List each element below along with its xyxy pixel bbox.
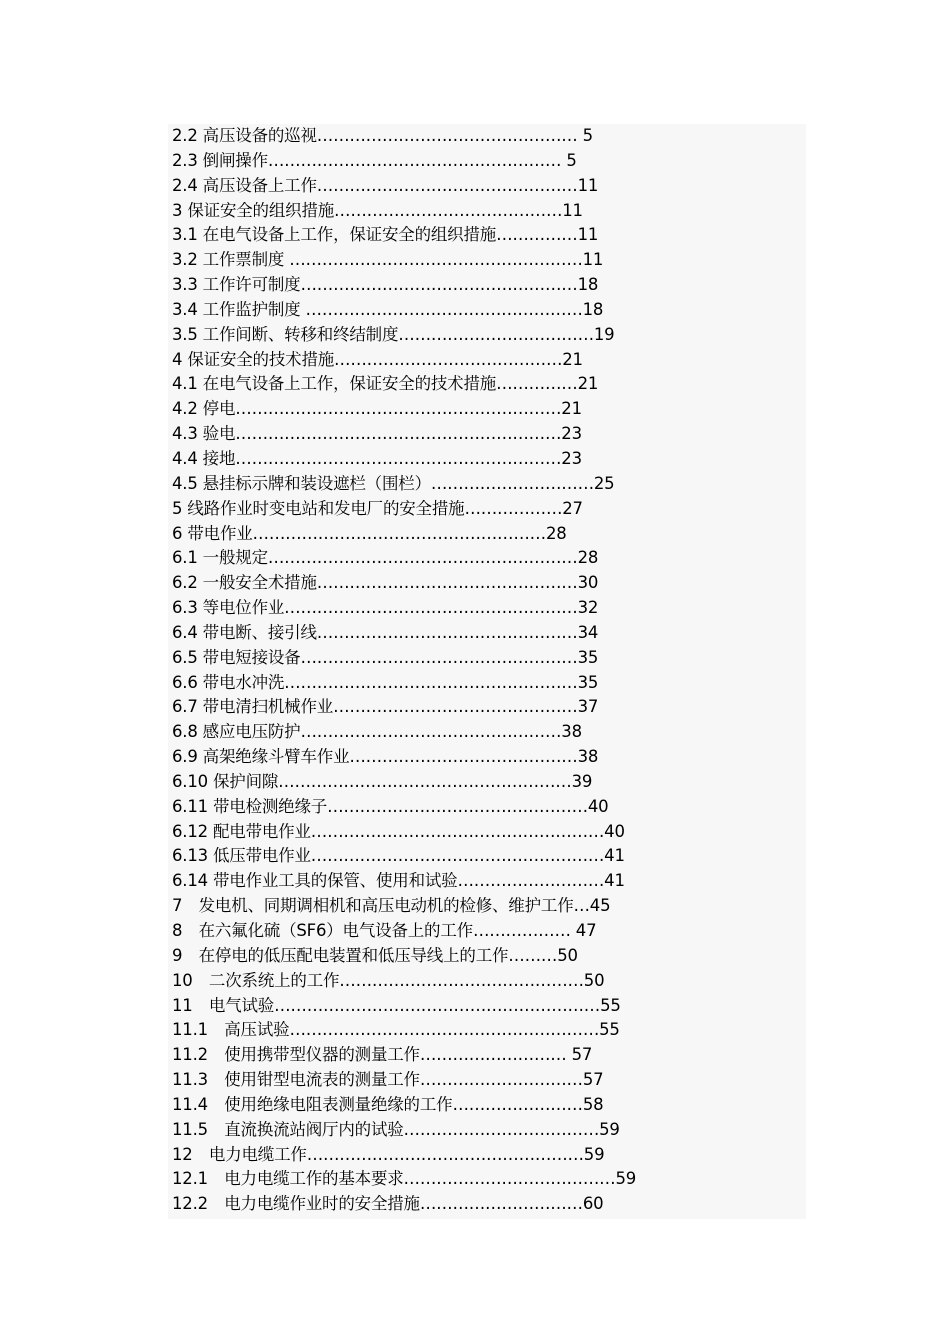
toc-entry[interactable]: 12.2 电力电缆作业时的安全措施…………………………60 — [172, 1194, 604, 1214]
toc-entry[interactable]: 4.4 接地……………………………………………………23 — [172, 448, 582, 468]
toc-entry[interactable]: 6.6 带电水冲洗………………………………………………35 — [172, 672, 599, 692]
toc-entry[interactable]: 11.5 直流换流站阀厅内的试验………………………………59 — [172, 1119, 620, 1139]
toc-entry[interactable]: 4.2 停电……………………………………………………21 — [172, 399, 582, 419]
toc-entry[interactable]: 3.4 工作监护制度 ……………………………………………18 — [172, 299, 604, 319]
toc-entry[interactable]: 3.5 工作间断、转移和终结制度………………………………19 — [172, 324, 615, 344]
table-of-contents — [172, 124, 792, 1217]
toc-entry[interactable]: 3.2 工作票制度 ………………………………………………11 — [172, 250, 604, 270]
toc-entry[interactable]: 6.2 一般安全术措施…………………………………………30 — [172, 573, 599, 593]
toc-entry[interactable]: 11 电气试验……………………………………………………55 — [172, 995, 621, 1015]
toc-entry[interactable]: 2.4 高压设备上工作…………………………………………11 — [172, 175, 599, 195]
toc-entry[interactable]: 6.7 带电清扫机械作业………………………………………37 — [172, 697, 599, 717]
toc-entry[interactable]: 4.3 验电……………………………………………………23 — [172, 424, 582, 444]
toc-entry[interactable]: 3.1 在电气设备上工作，保证安全的组织措施……………11 — [172, 225, 599, 245]
toc-entry[interactable]: 6.14 带电作业工具的保管、使用和试验………………………41 — [172, 871, 625, 891]
toc-entry[interactable]: 6.8 感应电压防护…………………………………………38 — [172, 722, 582, 742]
toc-entry[interactable]: 4 保证安全的技术措施……………………………………21 — [172, 349, 583, 369]
toc-entry[interactable]: 5 线路作业时变电站和发电厂的安全措施………………27 — [172, 498, 583, 518]
toc-entry[interactable]: 11.4 使用绝缘电阻表测量绝缘的工作……………………58 — [172, 1094, 604, 1114]
toc-entry[interactable]: 6.5 带电短接设备……………………………………………35 — [172, 647, 599, 667]
toc-entry[interactable]: 6.9 高架绝缘斗臂车作业……………………………………38 — [172, 747, 599, 767]
toc-entry[interactable]: 3 保证安全的组织措施……………………………………11 — [172, 200, 583, 220]
toc-entry[interactable]: 6.12 配电带电作业………………………………………………40 — [172, 821, 625, 841]
toc-entry[interactable]: 12 电力电缆工作……………………………………………59 — [172, 1144, 605, 1164]
toc-entry[interactable]: 4.1 在电气设备上工作，保证安全的技术措施……………21 — [172, 374, 599, 394]
toc-entry[interactable]: 6.1 一般规定…………………………………………………28 — [172, 548, 599, 568]
toc-entry[interactable]: 7 发电机、同期调相机和高压电动机的检修、维护工作…45 — [172, 896, 611, 916]
toc-entry[interactable]: 10 二次系统上的工作………………………………………50 — [172, 970, 605, 990]
toc-entry[interactable]: 12.1 电力电缆工作的基本要求…………………………………59 — [172, 1169, 637, 1189]
toc-entry[interactable]: 6.13 低压带电作业………………………………………………41 — [172, 846, 625, 866]
toc-entry[interactable]: 3.3 工作许可制度……………………………………………18 — [172, 275, 599, 295]
toc-entry[interactable]: 11.3 使用钳型电流表的测量工作…………………………57 — [172, 1070, 604, 1090]
toc-entry[interactable]: 6 带电作业………………………………………………28 — [172, 523, 567, 543]
toc-entry[interactable]: 4.5 悬挂标示牌和装设遮栏（围栏）…………………………25 — [172, 473, 615, 493]
toc-entry[interactable]: 2.3 倒闸操作……………………………………………… 5 — [172, 150, 577, 170]
toc-entry[interactable]: 6.3 等电位作业………………………………………………32 — [172, 598, 599, 618]
toc-entry[interactable]: 8 在六氟化硫（SF6）电气设备上的工作……………… 47 — [172, 921, 597, 940]
toc-entry[interactable]: 6.10 保护间隙………………………………………………39 — [172, 771, 593, 791]
toc-entry[interactable]: 11.1 高压试验…………………………………………………55 — [172, 1020, 620, 1040]
toc-entry[interactable]: 6.4 带电断、接引线…………………………………………34 — [172, 622, 599, 642]
toc-entry[interactable]: 9 在停电的低压配电装置和低压导线上的工作………50 — [172, 945, 578, 965]
toc-entry[interactable]: 2.2 高压设备的巡视………………………………………… 5 — [172, 126, 593, 145]
toc-entry[interactable]: 11.2 使用携带型仪器的测量工作……………………… 57 — [172, 1045, 593, 1065]
toc-entry[interactable]: 6.11 带电检测绝缘子…………………………………………40 — [172, 796, 609, 816]
